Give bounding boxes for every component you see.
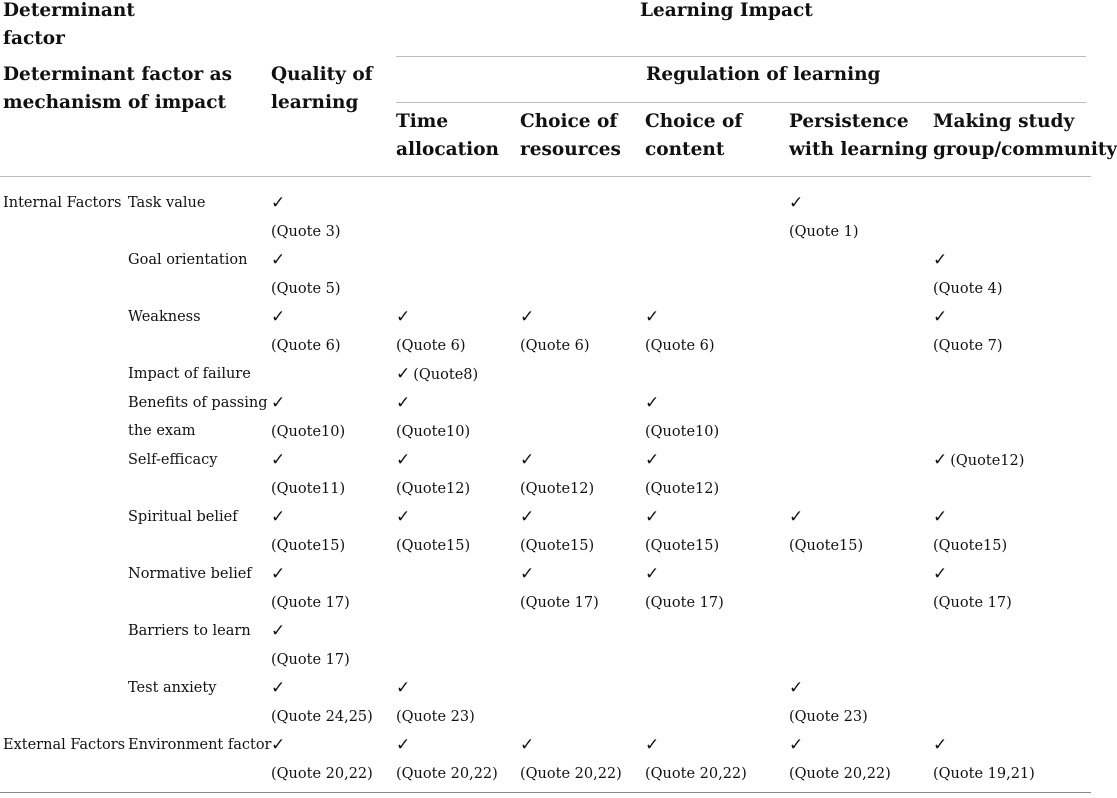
- cell-check-line: [396, 446, 470, 475]
- cell-check-line: [271, 560, 350, 589]
- subheader-col-4: [789, 108, 928, 164]
- cell-check-line: [933, 246, 1003, 275]
- check-icon: ✓: [933, 564, 948, 584]
- factor-line: Self-efficacy: [128, 452, 218, 468]
- cell-quote-line: [520, 332, 590, 360]
- cell-check-line: [396, 303, 466, 332]
- cell-check-line: [271, 189, 341, 218]
- cell-check-line: [789, 731, 891, 760]
- subheader-line: group/community: [933, 139, 1117, 160]
- check-icon: ✓: [789, 735, 804, 755]
- table-cell: [271, 731, 373, 788]
- table-cell: [520, 503, 594, 560]
- group-label: Internal Factors: [3, 195, 122, 211]
- check-icon: ✓: [271, 393, 286, 413]
- table-cell: [520, 303, 590, 360]
- table-cell: [396, 503, 470, 560]
- check-icon: ✓: [645, 735, 660, 755]
- check-icon: ✓: [271, 450, 286, 470]
- table-cell: [645, 389, 719, 446]
- factor-label: [128, 617, 251, 645]
- subheader-line: Making study: [933, 111, 1075, 132]
- cell-quote-line: [789, 703, 868, 731]
- quote-ref: (Quote15): [645, 538, 720, 554]
- cell-quote-line: [933, 332, 1003, 360]
- quote-ref: (Quote 20,22): [789, 766, 891, 782]
- table-cell: [271, 617, 350, 674]
- cell-quote-line: [271, 760, 373, 788]
- table-cell: [645, 560, 724, 617]
- cell-check-line: [520, 446, 594, 475]
- quote-ref: (Quote 20,22): [396, 766, 498, 782]
- cell-quote-line: [396, 475, 470, 503]
- cell-quote-line: [933, 589, 1012, 617]
- cell-quote-line: [645, 589, 724, 617]
- quote-ref: (Quote 24,25): [271, 709, 373, 725]
- check-icon: ✓: [271, 307, 286, 327]
- cell-check-line: [271, 503, 345, 532]
- quote-ref: (Quote10): [645, 424, 720, 440]
- table-cell: [645, 503, 719, 560]
- subheader-col-5: [933, 108, 1117, 164]
- cell-check-line: [396, 674, 475, 703]
- rule-under-learning-impact: [396, 56, 1086, 57]
- table-cell: [396, 303, 466, 360]
- table-cell: [271, 189, 341, 246]
- check-icon: ✓: [645, 450, 660, 470]
- factor-line: Barriers to learn: [128, 623, 251, 639]
- factor-line: Task value: [128, 195, 206, 211]
- quote-ref: (Quote 4): [933, 281, 1003, 297]
- quote-ref: (Quote 17): [271, 652, 350, 668]
- table-cell: [789, 674, 868, 731]
- subheader-line: with learning: [789, 139, 928, 160]
- subheader-line: Persistence: [789, 111, 909, 132]
- factor-label: [128, 389, 267, 445]
- factor-line: Benefits of passing: [128, 395, 268, 411]
- cell-check-line: [645, 731, 747, 760]
- table-cell: [645, 303, 715, 360]
- quote-ref: (Quote 5): [271, 281, 341, 297]
- subheader-line: allocation: [396, 139, 499, 160]
- quote-ref: (Quote 23): [789, 709, 868, 725]
- factor-label: [128, 674, 216, 702]
- header-determinant-factor: Determinant factor: [3, 0, 135, 49]
- factor-label: [128, 189, 205, 217]
- quote-ref: (Quote11): [271, 481, 346, 497]
- check-icon: ✓: [520, 564, 535, 584]
- table-cell: [396, 731, 498, 788]
- check-icon: ✓: [645, 393, 660, 413]
- cell-quote-line: [396, 760, 498, 788]
- factor-label: [128, 503, 238, 531]
- subheader-col-3: [645, 108, 742, 164]
- cell-quote-line: [645, 760, 747, 788]
- cell-quote-line: [520, 475, 594, 503]
- cell-quote-line: [789, 532, 863, 560]
- quote-ref: (Quote 6): [271, 338, 341, 354]
- table-cell: [396, 674, 475, 731]
- cell-quote-line: [789, 760, 891, 788]
- cell-check-line: [271, 617, 350, 646]
- factor-line: Goal orientation: [128, 252, 248, 268]
- cell-check-line: [645, 303, 715, 332]
- quote-ref: (Quote 6): [396, 338, 466, 354]
- factor-line: the exam: [128, 423, 196, 439]
- cell-check-line: [271, 674, 373, 703]
- quote-ref: (Quote 17): [520, 595, 599, 611]
- cell-check-line: [271, 446, 345, 475]
- check-icon: ✓: [396, 393, 411, 413]
- cell-quote-line: [271, 332, 341, 360]
- quote-ref: (Quote15): [271, 538, 346, 554]
- table-cell: [271, 389, 345, 446]
- check-icon: ✓: [396, 364, 411, 384]
- table-cell: [271, 560, 350, 617]
- cell-quote-line: [271, 589, 350, 617]
- quote-ref: (Quote12): [520, 481, 595, 497]
- quote-ref: (Quote10): [271, 424, 346, 440]
- cell-check-line: [271, 731, 373, 760]
- cell-check-line: [520, 503, 594, 532]
- table-cell: [396, 389, 470, 446]
- cell-check-line: [789, 674, 868, 703]
- factor-label: [128, 560, 252, 588]
- check-icon: ✓: [933, 250, 948, 270]
- quote-ref: (Quote 17): [933, 595, 1012, 611]
- cell-check-line: [933, 303, 1003, 332]
- factor-line: Impact of failure: [128, 366, 251, 382]
- cell-quote-line: [271, 275, 341, 303]
- cell-quote-line: [645, 332, 715, 360]
- quote-ref: (Quote 20,22): [520, 766, 622, 782]
- quote-ref: (Quote 23): [396, 709, 475, 725]
- quote-ref: (Quote8): [413, 367, 479, 383]
- header-regulation-of-learning: Regulation of learning: [646, 64, 881, 85]
- factor-label: [128, 303, 201, 331]
- table-cell: [933, 303, 1003, 360]
- table-cell: [789, 731, 891, 788]
- table-cell: [271, 446, 345, 503]
- check-icon: ✓: [271, 735, 286, 755]
- check-icon: ✓: [520, 307, 535, 327]
- quote-ref: (Quote 20,22): [271, 766, 373, 782]
- cell-quote-line: [520, 532, 594, 560]
- subheader-line: content: [645, 139, 725, 160]
- check-icon: ✓: [396, 307, 411, 327]
- cell-check-line: [271, 389, 345, 418]
- cell-quote-line: [933, 760, 1035, 788]
- check-icon: ✓: [271, 678, 286, 698]
- table-cell: [789, 189, 859, 246]
- check-icon: ✓: [645, 307, 660, 327]
- cell-quote-line: [271, 475, 345, 503]
- check-icon: ✓: [789, 193, 804, 213]
- cell-check-line: [933, 731, 1035, 760]
- cell-check-line: [271, 246, 341, 275]
- check-icon: ✓: [520, 450, 535, 470]
- factor-line: Normative belief: [128, 566, 252, 582]
- cell-check-line: [520, 560, 599, 589]
- cell-quote-line: [645, 475, 719, 503]
- quote-ref: (Quote12): [950, 453, 1025, 469]
- quote-ref: (Quote15): [396, 538, 471, 554]
- table-cell: [271, 303, 341, 360]
- factor-line: Environment factor: [128, 737, 272, 753]
- table-cell: [271, 674, 373, 731]
- cell-quote-line: [271, 418, 345, 446]
- factor-label: [128, 246, 247, 274]
- cell-check-line: [645, 389, 719, 418]
- check-icon: ✓: [933, 450, 948, 470]
- cell-quote-line: [396, 418, 470, 446]
- quote-ref: (Quote15): [933, 538, 1008, 554]
- cell-quote-line: [933, 275, 1003, 303]
- cell-check-line: [645, 503, 719, 532]
- quote-ref: (Quote 6): [520, 338, 590, 354]
- table-cell: [520, 560, 599, 617]
- cell-quote-line: [271, 218, 341, 246]
- table-cell: [933, 503, 1007, 560]
- cell-check-line: [789, 503, 863, 532]
- factor-label: [128, 731, 271, 759]
- table-cell: [933, 246, 1003, 303]
- check-icon: ✓: [396, 450, 411, 470]
- table-cell: [933, 731, 1035, 788]
- subheader-line: Choice of: [645, 111, 743, 132]
- cell-quote-line: [520, 760, 622, 788]
- subheader-line: Time: [396, 111, 449, 132]
- table-cell: [271, 503, 345, 560]
- quote-ref: (Quote10): [396, 424, 471, 440]
- table-cell: [645, 731, 747, 788]
- check-icon: ✓: [645, 507, 660, 527]
- quote-ref: (Quote 20,22): [645, 766, 747, 782]
- cell-check-line: [933, 560, 1012, 589]
- table-cell: [396, 360, 478, 389]
- table-cell: [789, 503, 863, 560]
- table-cell: [396, 446, 470, 503]
- factor-label: [128, 360, 251, 388]
- check-icon: ✓: [271, 564, 286, 584]
- cell-quote-line: [271, 532, 345, 560]
- cell-quote-line: [520, 589, 599, 617]
- cell-check-line: [645, 446, 719, 475]
- cell-quote-line: [271, 646, 350, 674]
- quote-ref: (Quote 7): [933, 338, 1003, 354]
- cell-check-line: [520, 303, 590, 332]
- cell-check-line: [933, 503, 1007, 532]
- check-icon: ✓: [271, 621, 286, 641]
- factor-line: Spiritual belief: [128, 509, 238, 525]
- check-icon: ✓: [520, 507, 535, 527]
- group-label: External Factors: [3, 737, 126, 753]
- check-icon: ✓: [271, 507, 286, 527]
- subheader-line: resources: [520, 139, 621, 160]
- quote-ref: (Quote12): [396, 481, 471, 497]
- subheader-line: Choice of: [520, 111, 618, 132]
- rule-under-regulation: [396, 102, 1086, 103]
- subheader-col-2: [520, 108, 621, 164]
- cell-quote-line: [789, 218, 859, 246]
- table-cell: [645, 446, 719, 503]
- check-icon: ✓: [396, 678, 411, 698]
- table-cell: [520, 731, 622, 788]
- cell-check-line: [271, 303, 341, 332]
- check-icon: ✓: [789, 678, 804, 698]
- check-icon: ✓: [933, 307, 948, 327]
- cell-quote-line: [645, 418, 719, 446]
- quote-ref: (Quote 19,21): [933, 766, 1035, 782]
- factor-line: Test anxiety: [128, 680, 217, 696]
- check-icon: ✓: [645, 564, 660, 584]
- check-icon: ✓: [396, 507, 411, 527]
- table-cell: [933, 446, 1024, 475]
- table-cell: [933, 560, 1012, 617]
- quote-ref: (Quote 17): [271, 595, 350, 611]
- cell-quote-line: [396, 332, 466, 360]
- cell-quote-line: [396, 532, 470, 560]
- check-icon: ✓: [789, 507, 804, 527]
- rule-table-bottom: [0, 792, 1091, 793]
- quote-ref: (Quote 3): [271, 224, 341, 240]
- check-icon: ✓: [520, 735, 535, 755]
- cell-check-line: [396, 731, 498, 760]
- table-cell: [271, 246, 341, 303]
- check-icon: ✓: [271, 193, 286, 213]
- check-icon: ✓: [933, 507, 948, 527]
- check-icon: ✓: [933, 735, 948, 755]
- quote-ref: (Quote 6): [645, 338, 715, 354]
- check-icon: ✓: [271, 250, 286, 270]
- quote-ref: (Quote15): [789, 538, 864, 554]
- quote-ref: (Quote12): [645, 481, 720, 497]
- header-mechanism: Determinant factor as mechanism of impact: [3, 64, 233, 113]
- cell-quote-line: [933, 532, 1007, 560]
- header-learning-impact: Learning Impact: [640, 0, 813, 21]
- cell-check-line: [520, 731, 622, 760]
- cell-quote-line: [271, 703, 373, 731]
- cell-quote-line: [645, 532, 719, 560]
- header-quality-of-learning: Quality of learning: [271, 64, 373, 113]
- quote-ref: (Quote 17): [645, 595, 724, 611]
- cell-check-line: [396, 389, 470, 418]
- quote-ref: (Quote15): [520, 538, 595, 554]
- factor-label: [128, 446, 218, 474]
- factor-line: Weakness: [128, 309, 201, 325]
- cell-quote-line: [396, 703, 475, 731]
- rule-header-bottom: [0, 176, 1091, 177]
- table-cell: [520, 446, 594, 503]
- check-icon: ✓: [396, 735, 411, 755]
- cell-check-line: [645, 560, 724, 589]
- cell-check-line: [789, 189, 859, 218]
- quote-ref: (Quote 1): [789, 224, 859, 240]
- cell-check-line: [396, 503, 470, 532]
- subheader-col-1: [396, 108, 499, 164]
